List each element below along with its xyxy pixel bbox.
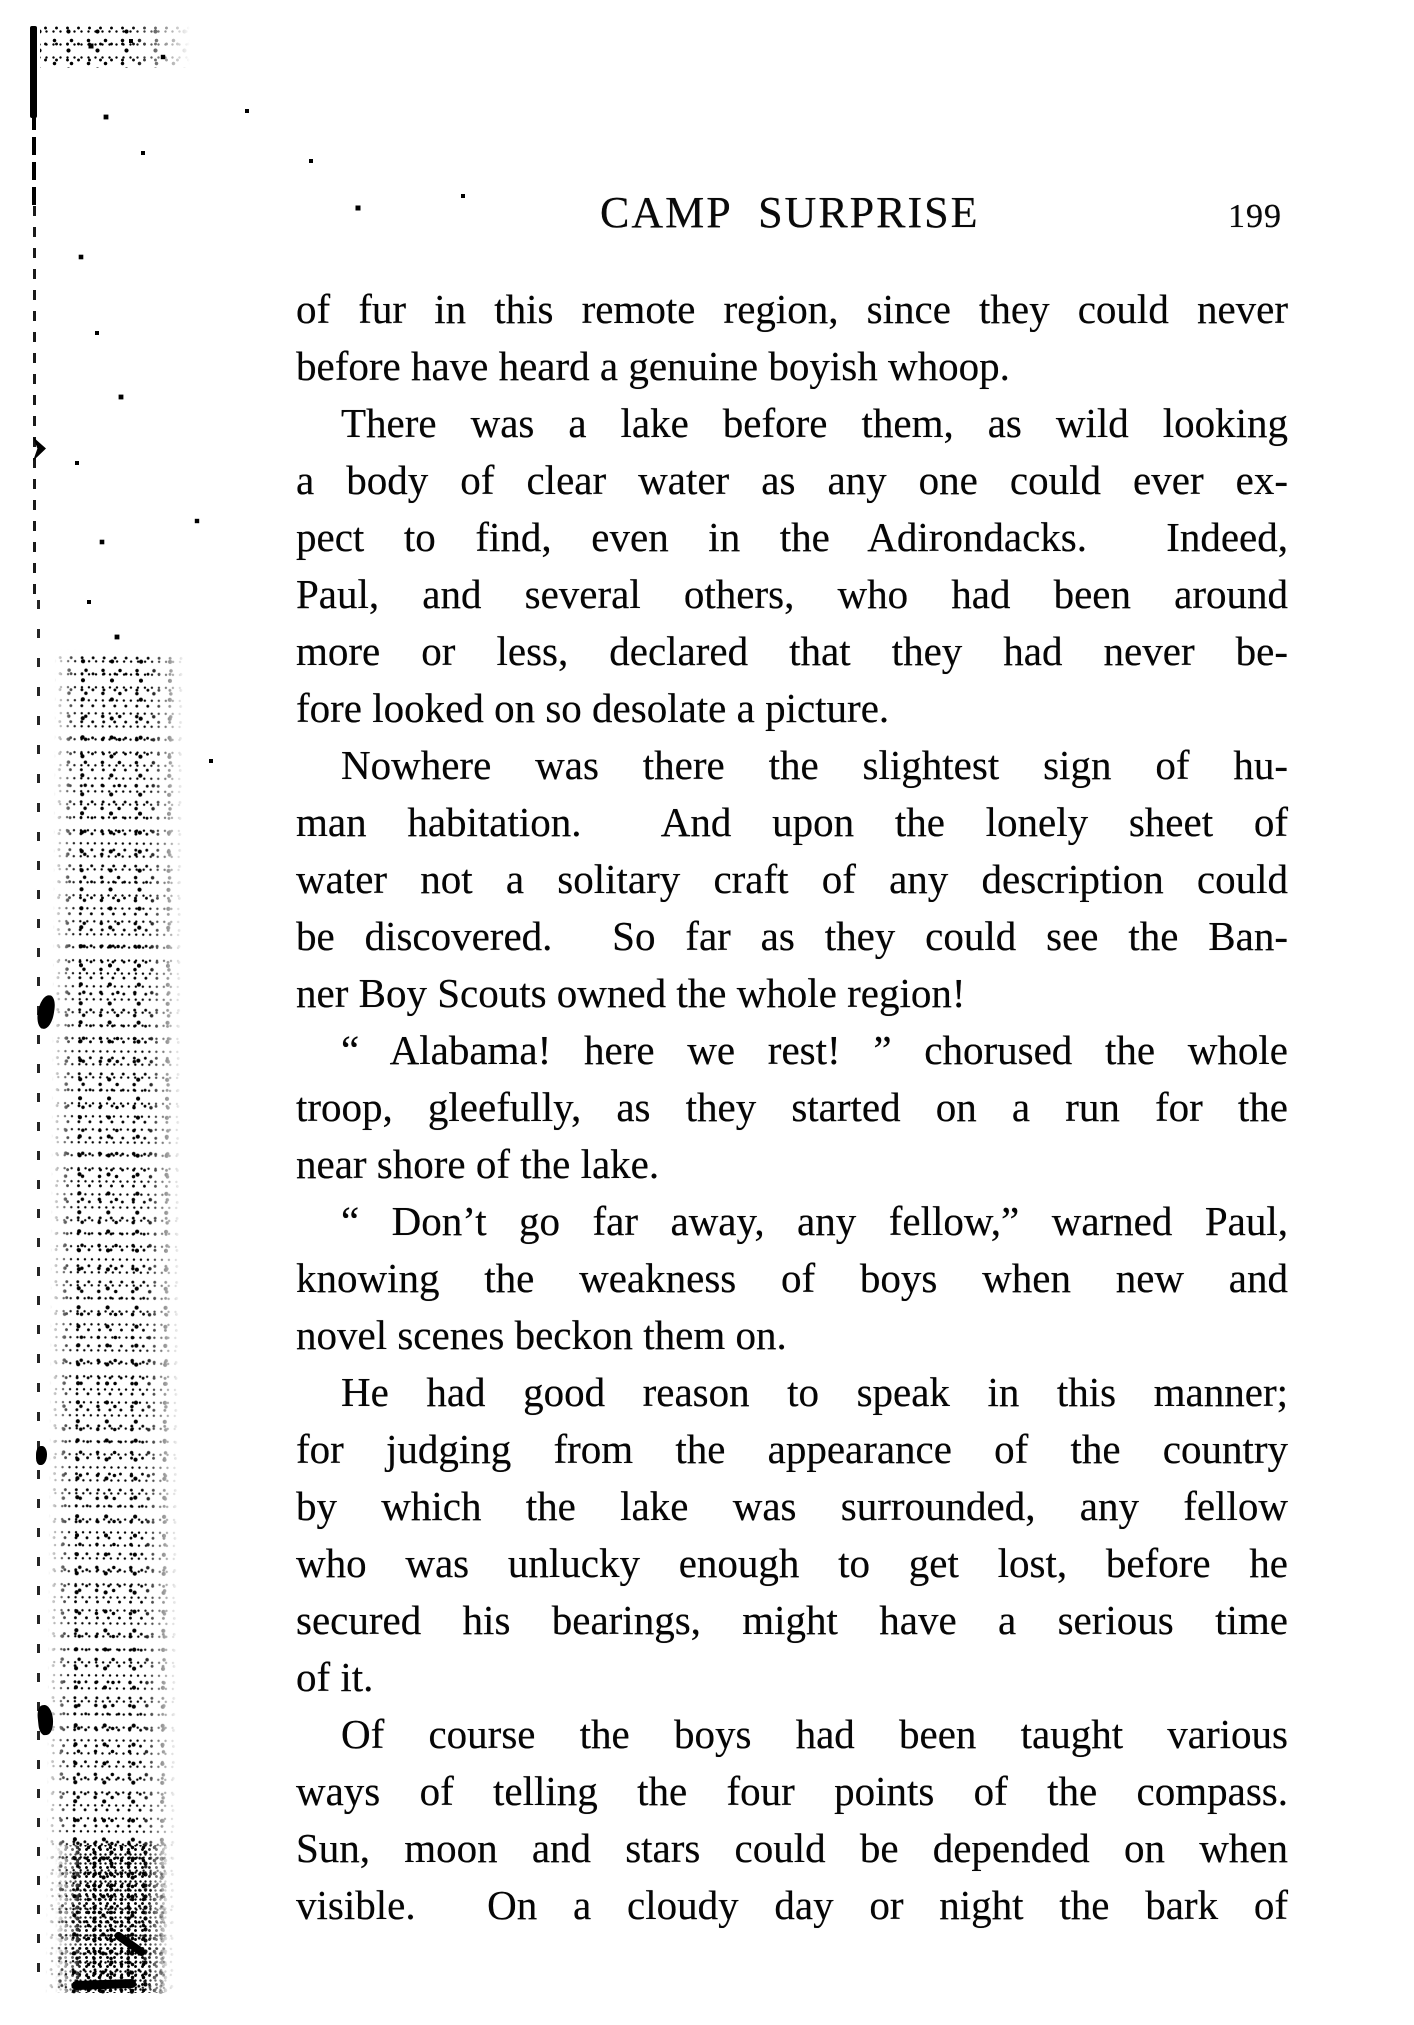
text-line: of it. [296,1654,374,1700]
text-line: who was unlucky enough to get lost, before he [296,1540,1288,1586]
text-line: ner Boy Scouts owned the whole region! [296,970,966,1016]
text-line: visible. On a cloudy day or night the bark of [296,1882,1288,1928]
text-line: “ Alabama! here we rest! ” chorused the whole [341,1027,1288,1073]
text-line: man habitation. And upon the lonely sheet of [296,799,1288,845]
scan-speckles [0,0,2,2]
text-line: for judging from the appearance of the country [296,1426,1288,1472]
scan-gutter-line-mid [32,112,36,208]
text-line: pect to find, even in the Adirondacks. Indeed, [296,514,1288,560]
text-line: Paul, and several others, who had been around [296,571,1288,617]
text-line: of fur in this remote region, since they could never [296,286,1288,332]
running-title: CAMP SURPRISE [600,188,980,237]
text-line: a body of clear water as any one could ever ex- [296,457,1288,503]
scan-gutter-line-dashed [33,206,36,598]
text-line: “ Don’t go far away, any fellow,” warned Paul, [341,1198,1288,1244]
scan-noise-band [45,650,184,1996]
text-line: novel scenes beckon them on. [296,1312,787,1358]
page-number: 199 [1228,198,1282,235]
text-line: ways of telling the four points of the compass. [296,1768,1288,1814]
text-line: Nowhere was there the slightest sign of hu- [341,742,1288,788]
scan-gutter-line-top [30,26,37,118]
text-line: There was a lake before them, as wild looking [341,400,1288,446]
text-line: fore looked on so desolate a picture. [296,685,890,731]
text-line: troop, gleefully, as they started on a run for the [296,1084,1288,1130]
page-text [296,281,1288,1934]
text-line: be discovered. So far as they could see the Ban- [296,913,1288,959]
text-line: more or less, declared that they had never be- [296,628,1288,674]
text-line: He had good reason to speak in this manner; [341,1369,1288,1415]
text-line: secured his bearings, might have a serious time [296,1597,1288,1643]
scan-blob-2 [36,1446,47,1465]
text-line: water not a solitary craft of any description could [296,856,1288,902]
text-line: Sun, moon and stars could be depended on when [296,1825,1288,1871]
text-line: knowing the weakness of boys when new and [296,1255,1288,1301]
text-line: Of course the boys had been taught various [341,1711,1288,1757]
text-line: by which the lake was surrounded, any fellow [296,1483,1288,1529]
scan-gutter-line-lower [37,600,40,1992]
text-line: near shore of the lake. [296,1141,660,1187]
scan-noise-bottom [55,1845,170,1993]
scan-noise-top-left [40,20,190,68]
text-line: before have heard a genuine boyish whoop. [296,343,1010,389]
